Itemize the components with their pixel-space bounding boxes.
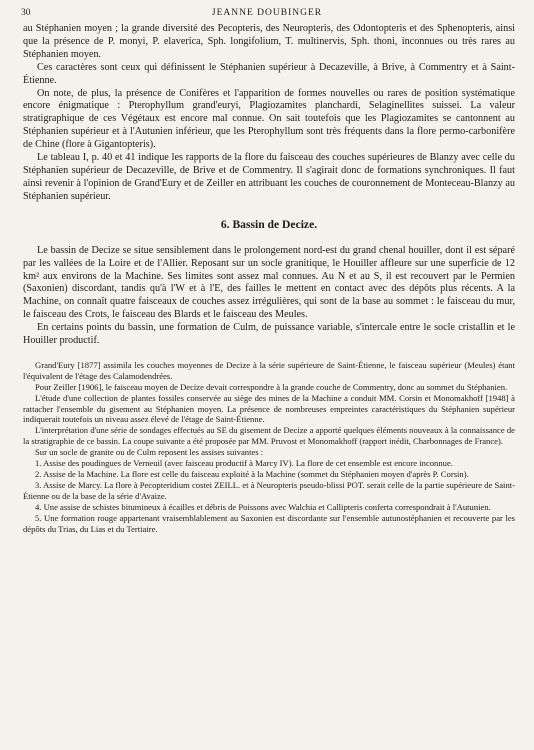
list-item: 4. Une assise de schistes bitumineux à écailles et débris de Poissons avec Walchia et Callipteris conferta correspondrait à l'Autunien. — [35, 501, 491, 512]
note-paragraph: L'étude d'une collection de plantes fossiles conservée au siège des mines de la Machine a conduit MM. Corsin et Monomakhoff [1948] à rattacher l'ensemble du gisement au Stéphanien moyen. La présence de nombreuses empreintes caractéristiques du Stéphanien supérieur indiquerait toutefois un niveau assez élevé de l'étage de Saint-Étienne. — [23, 392, 515, 425]
section-paragraph: Le bassin de Decize se situe sensiblement dans le prolongement nord-est du grand chenal houiller, dont il est séparé par les vallées de la Loire et de l'Allier. Reposant sur un socle granitique, le Houiller affleure sur une superficie de 12 km² aux environs de la Machine. Ses limites sont assez mal connues. Au N et au S, il est recouvert par le Permien (Saxonien) discordant, tandis qu'à l'W et à l'E, des failles le mettent en contact avec des dépôts plus récents. A la Machine, on connaît quatre faisceaux de couches assez irrégulières, qui sont de la base au sommet : le faisceau du mur, le faisceau des Crots, le faisceau des Blards et le faisceau des Meules. — [23, 244, 515, 321]
note-paragraph: L'interprétation d'une série de sondages effectués au SE du gisement de Decize a apporté quelques éléments nouveaux à la connaissance de la stratigraphie de ce bassin. La coupe suivante a été proposée par MM. Pruvost et Monomakhoff (rapport inédit, Charbonnages de France). — [23, 425, 515, 447]
paragraph: Ces caractères sont ceux qui définissent le Stéphanien supérieur à Decazeville, à Brive, à Commentry et à Saint-Étienne. — [23, 61, 515, 86]
list-item: 3. Assise de Marcy. La flore à Pecopteridium costei ZEILL. et à Neuropteris pseudo-blissi POT. serait celle de la partie supérieure de Saint-Étienne ou de la base de la série d'Avaize. — [23, 479, 515, 501]
note-paragraph: Sur un socle de granite ou de Culm reposent les assises suivantes : — [35, 447, 264, 458]
section-title: 6. Bassin de Decize. — [220, 217, 318, 231]
paragraph: Le tableau I, p. 40 et 41 indique les rapports de la flore du faisceau des couches supérieures de Blanzy avec celle du Stéphanien supérieur de Decazeville, de Brive et de Commentry. Il s'agirait donc de formations synchroniques. Il faut ainsi revenir à l'opinion de Grand'Eury et de Zeiller en attribuant les couches de couronnement de Monteceau-Blanzy au Stéphanien supérieur. — [23, 152, 515, 202]
page-header — [21, 8, 513, 22]
list-item: 2. Assise de la Machine. La flore est celle du faisceau exploité à la Machine (sommet du Stéphanien moyen d'après P. Corsin). — [35, 469, 469, 479]
running-title: JEANNE DOUBINGER — [211, 8, 323, 18]
list-item: 5. Une formation rouge appartenant vraisemblablement au Saxonien est discordante sur l'ensemble autunostéphanien et recouverte par les dépôts du Trias, du Lias et du Tertiaire. — [23, 512, 515, 534]
page-body — [23, 23, 515, 534]
paragraph: On note, de plus, la présence de Conifères et l'apparition de formes nouvelles ou rares de position systématique encore énigmatique : Pterophyllum grand'euryi, Plagiozamites planchardi, Selaginellites suissei. La valeur stratigraphique de ces Végétaux est encore mal connue. On sait toutefois que les Plagiozamites se cantonnent au Stéphanien supérieur et à l'Autunien inférieur, que les Pterophyllum sont très fréquents dans la flore permo-carbonifère de Chine (flore à Gigantopteris). — [23, 87, 515, 151]
paragraph: au Stéphanien moyen ; la grande diversité des Pecopteris, des Neuropteris, des Odontopteris et des Sphenopteris, ainsi que la présence de P. monyi, P. elaverica, Sph. longifolium, T. multinervis, Sph. thoni, inconnues ou très rares au Stéphanien moyen. — [23, 23, 515, 60]
page-number: 30 — [21, 8, 31, 18]
note-paragraph: Grand'Eury [1877] assimila les couches moyennes de Decize à la série supérieure de Saint-Étienne, le faisceau supérieur (Meules) étant l'équivalent de l'étage des Calamodendrées. — [23, 359, 515, 381]
note-paragraph: Pour Zeiller [1906], le faisceau moyen de Decize devait correspondre à la grande couche de Commentry, donc au sommet du Stéphanien. — [35, 381, 508, 392]
section-paragraph: En certains points du bassin, une formation de Culm, de puissance variable, s'intercale entre le socle cristallin et le Houiller productif. — [23, 322, 515, 347]
list-item: 1. Assise des poudingues de Verneuil (avec faisceau productif à Marcy IV). La flore de cet ensemble est encore inconnue. — [35, 458, 453, 469]
